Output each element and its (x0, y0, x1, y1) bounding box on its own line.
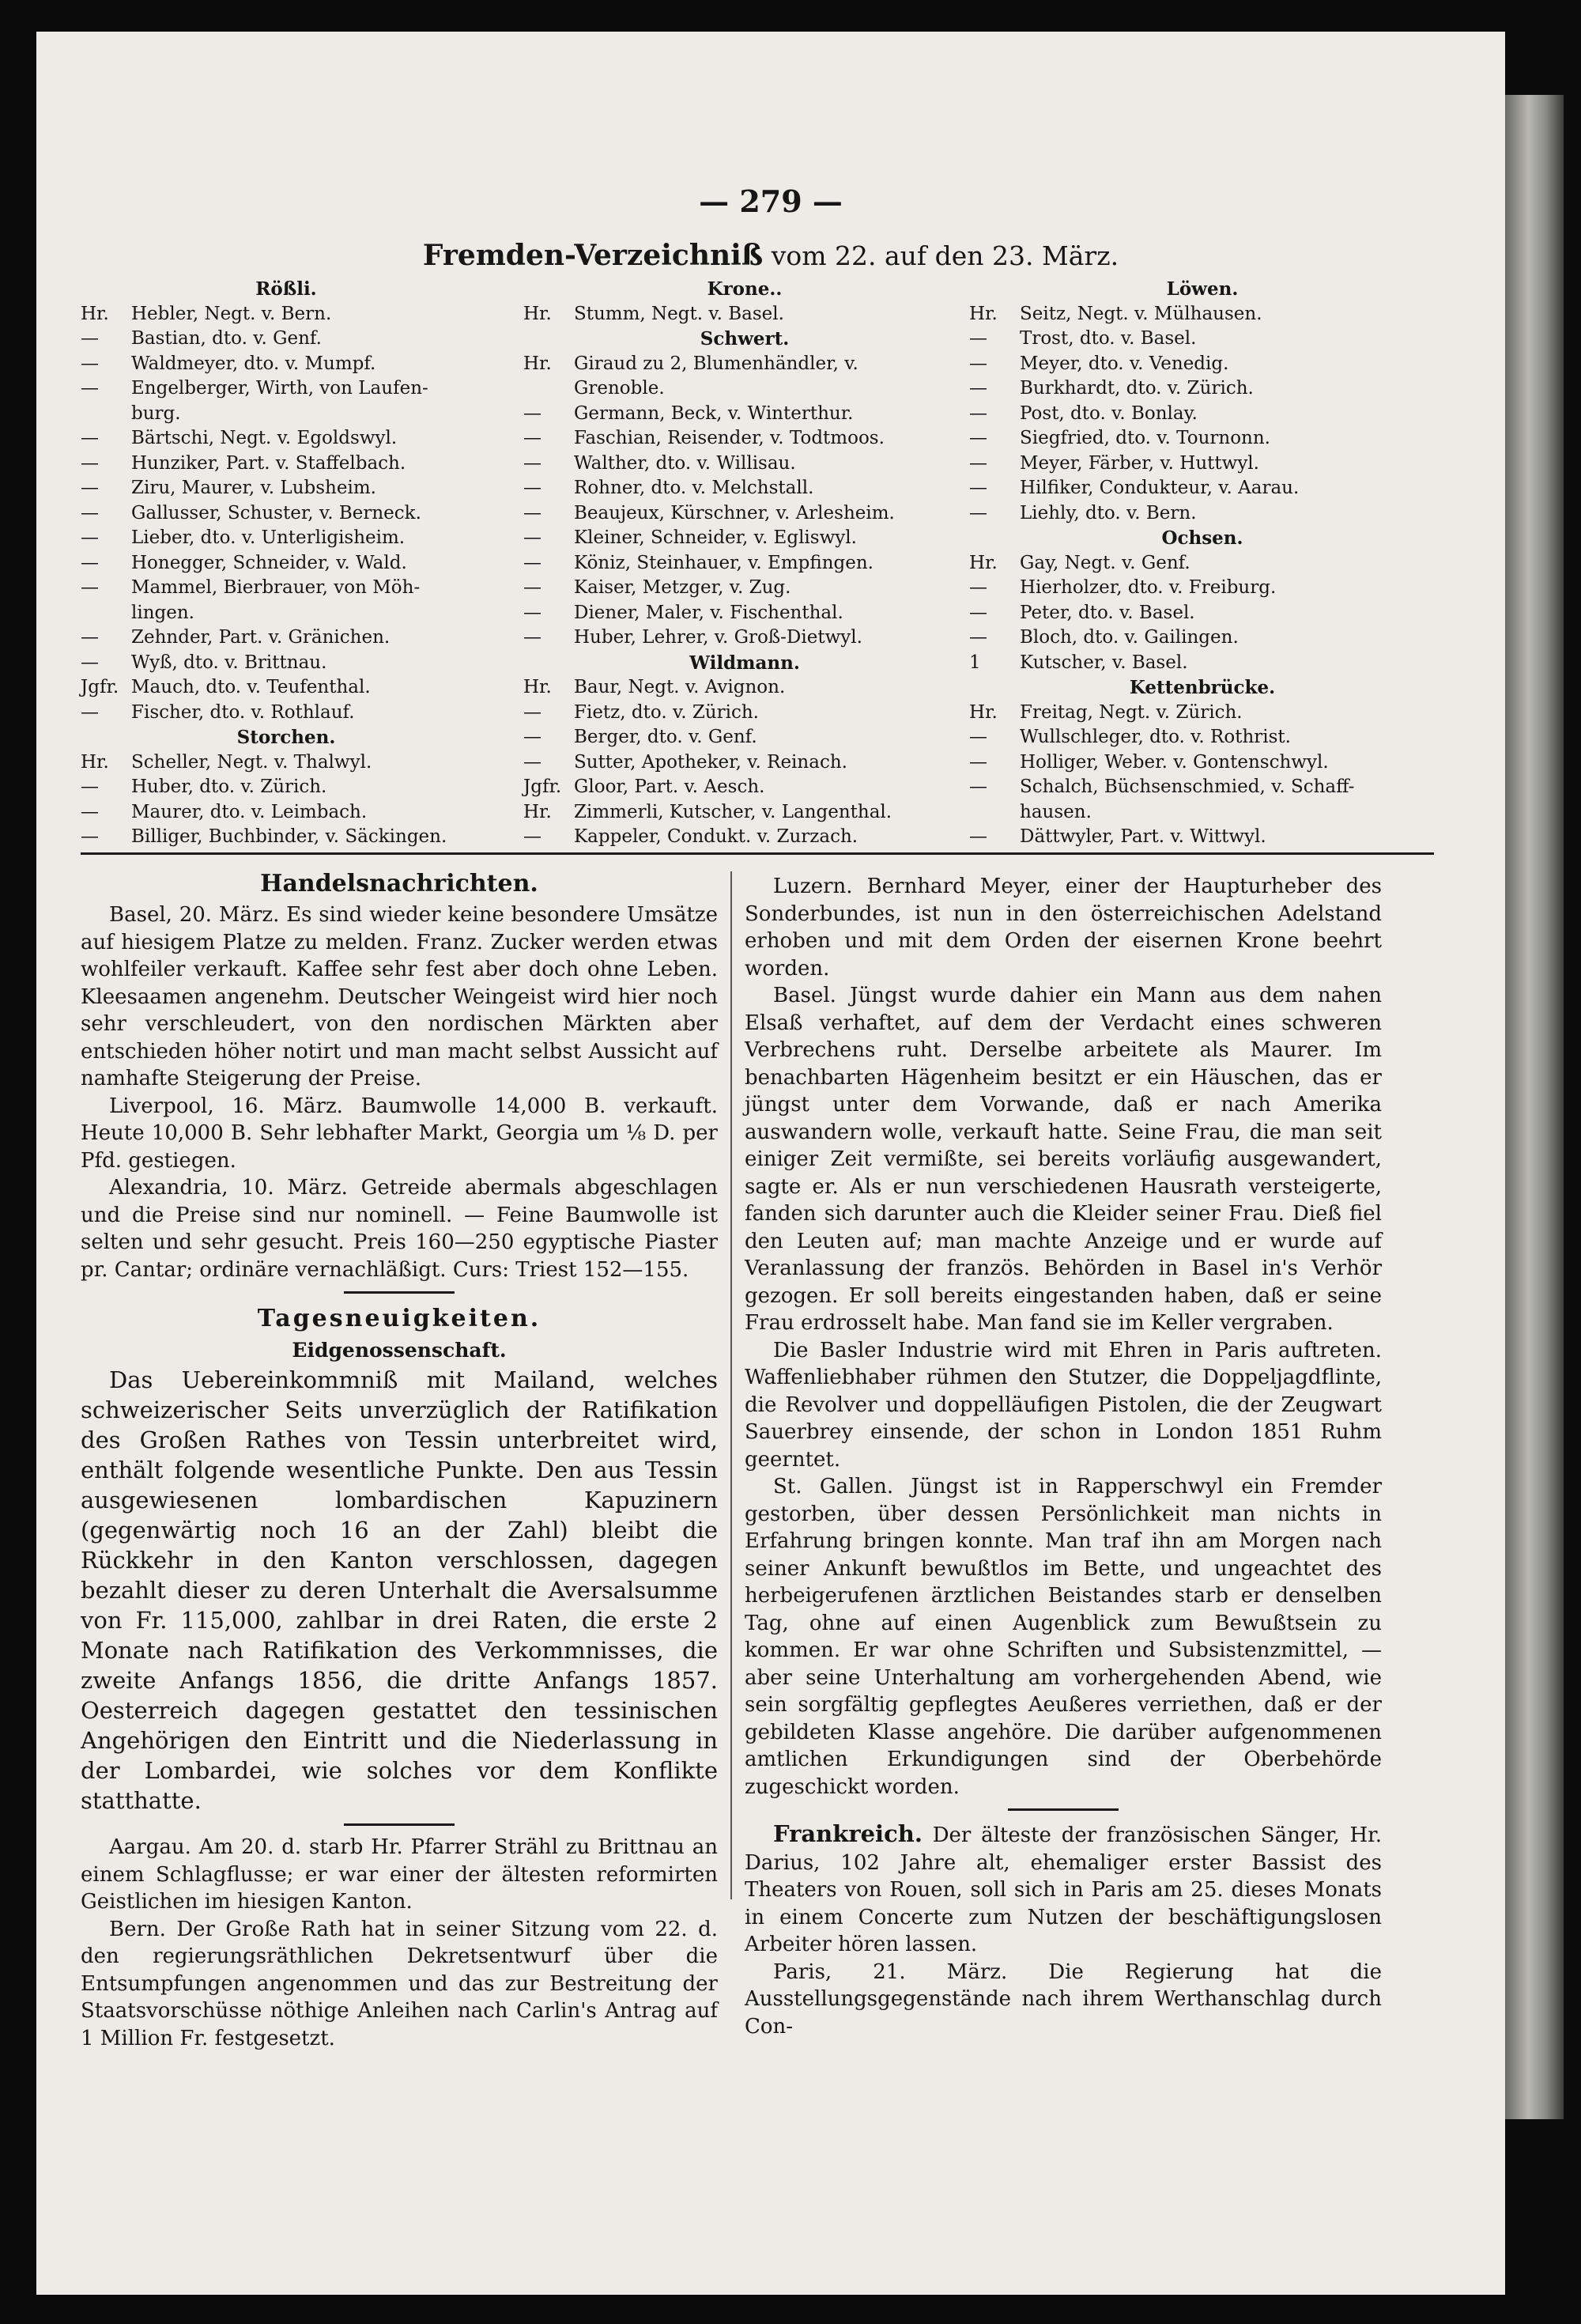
masthead-title: Fremden-Verzeichniß (422, 239, 764, 272)
guest-entry (523, 675, 966, 701)
guest-name: Berger, dto. v. Genf. (574, 727, 757, 747)
guest-title: — (523, 478, 541, 498)
guest-name: Engelberger, Wirth, von Laufen- (131, 378, 428, 399)
guest-name: Honegger, Schneider, v. Wald. (131, 552, 407, 573)
guest-name: Beaujeux, Kürschner, v. Arlesheim. (574, 502, 895, 523)
short-rule (344, 1291, 455, 1294)
guest-title: — (969, 777, 987, 797)
mailand-paragraph: Das Uebereinkommniß mit Mailand, welches schweizerischer Seits unverzüglich der Ratifikation des Großen Rathes von Tessin unterbreitet wird, enthält folgende wesentliche Punkte. Den aus Tessin ausgewiesenen lombardischen Kapuzinern (gegenwärtig noch 16 an der Zahl) bleibt die Rückkehr in den Kanton verschlossen, dagegen bezahlt dieser zu deren Unterhalt die Aversalsumme von Fr. 115,000, zahlbar in drei Raten, die erste 2 Monate nach Ratifikation des Verkommnisses, die zweite Anfangs 1856, die dritte Anfangs 1857. Oesterreich dagegen gestattet den tessinischen Angehörigen den Eintritt und die Niederlassung in der Lombardei, wie solches vor dem Konflikte statthatte. (81, 1366, 718, 1814)
guest-name: Scheller, Negt. v. Thalwyl. (131, 751, 372, 773)
guest-entry (523, 476, 966, 501)
handel-heading: Handelsnachrichten. (260, 870, 538, 897)
guest-name: Bastian, dto. v. Genf. (131, 328, 322, 349)
guest-entry (969, 701, 1436, 726)
guest-title: — (969, 627, 987, 648)
tages-heading: Tagesneuigkeiten. (257, 1305, 541, 1332)
guest-name: Ziru, Maurer, v. Lubsheim. (131, 478, 376, 498)
guest-entry (81, 750, 492, 776)
guest-title: — (969, 328, 987, 349)
guest-title: Hr. (523, 303, 552, 324)
guest-title: — (81, 552, 99, 573)
guest-entry (81, 675, 492, 701)
guest-title: — (523, 428, 541, 448)
guest-title: — (81, 328, 99, 349)
frankreich-heading: Frankreich. (773, 1820, 923, 1847)
guest-title: — (81, 478, 99, 498)
guest-entry (81, 476, 492, 501)
guest-title: Hr. (969, 303, 998, 324)
guest-title: Hr. (523, 353, 552, 374)
guest-title: — (81, 527, 99, 548)
guest-title: — (523, 402, 541, 424)
frankreich-text: Der älteste der französischen Sänger, Hr. Darius, 102 Jahre alt, ehemaliger erster Bassist des Theaters von Rouen, soll sich in Paris am 25. dieses Monats in einem Concerte zum Nutzen der beschäftigungslosen Arbeiter hören lassen. (745, 1823, 1382, 1956)
guest-name: Schalch, Büchsenschmied, v. Schaff- (1020, 777, 1355, 797)
guest-name: Bloch, dto. v. Gailingen. (1020, 627, 1239, 648)
guest-entry (81, 825, 492, 850)
guest-entry (523, 775, 966, 800)
guest-name: Kappeler, Condukt. v. Zurzach. (574, 826, 858, 847)
guest-entry (969, 651, 1436, 676)
guest-name: Fischer, dto. v. Rothlauf. (131, 701, 355, 723)
guest-entry (523, 452, 966, 477)
guest-title: — (969, 727, 987, 747)
guest-entry (969, 352, 1436, 377)
guest-name: Dättwyler, Part. v. Wittwyl. (1020, 826, 1266, 847)
guest-entry (969, 327, 1436, 352)
guest-title: — (523, 751, 541, 773)
guest-title: — (81, 502, 99, 523)
guest-name: Mammel, Bierbrauer, von Möh- (131, 577, 421, 598)
aargau-paragraph: Aargau. Am 20. d. starb Hr. Pfarrer Strähl zu Brittnau an einem Schlagflusse; er war einer der ältesten reformirten Geistlichen im hiesigen Kanton. (81, 1835, 718, 1914)
guest-name: Liehly, dto. v. Bern. (1020, 502, 1197, 523)
guest-title: — (969, 751, 987, 773)
guest-entry (81, 551, 492, 576)
guest-name: Zehnder, Part. v. Gränichen. (131, 627, 391, 648)
guest-name: Mauch, dto. v. Teufenthal. (131, 677, 371, 697)
guest-title: — (81, 801, 99, 822)
guest-entry (81, 376, 492, 402)
guest-name: Rohner, dto. v. Melchstall. (574, 478, 814, 498)
guest-name: Post, dto. v. Bonlay. (1020, 402, 1198, 424)
guest-title: — (969, 502, 987, 523)
handel-paragraph: Alexandria, 10. März. Getreide abermals abgeschlagen und die Preise sind nur nominell. — Feine Baumwolle ist selten und sehr gesucht. Preis 160—250 egyptische Piaster pr. Cantar; ordinäre vernachläßigt. Curs: Triest 152—155. (81, 1176, 718, 1282)
guest-entry (523, 576, 966, 601)
guest-name: Kleiner, Schneider, v. Egliswyl. (574, 527, 857, 548)
guest-name: Hilfiker, Condukteur, v. Aarau. (1020, 478, 1300, 498)
guest-name: Germann, Beck, v. Winterthur. (574, 402, 854, 424)
guest-entry (81, 302, 492, 327)
guest-title: — (81, 826, 99, 847)
guest-name: Hierholzer, dto. v. Freiburg. (1020, 577, 1277, 598)
page-number: — 279 — (699, 183, 843, 219)
guest-entry (969, 376, 1436, 402)
guest-entry (523, 625, 966, 651)
guest-name: Meyer, Färber, v. Huttwyl. (1020, 452, 1259, 474)
left-article-column (81, 867, 718, 2052)
guest-name: Gallusser, Schuster, v. Berneck. (131, 502, 421, 523)
guest-title: — (81, 353, 99, 374)
guest-name: Gloor, Part. v. Aesch. (574, 777, 765, 797)
guest-title: — (523, 826, 541, 847)
luzern-paragraph: Luzern. Bernhard Meyer, einer der Haupturheber des Sonderbundes, ist nun in den österreichischen Adelstand erhoben und mit dem Orden der eisernen Krone beehrt worden. (745, 875, 1382, 981)
guest-title: — (523, 552, 541, 573)
st-gallen-paragraph: St. Gallen. Jüngst ist in Rapperschwyl ein Fremder gestorben, über dessen Persönlichkeit man nichts in Erfahrung bringen konnte. Man traf ihn am Morgen nach seiner Ankunft bewußtlos im Bette, und ungeachtet des herbeigerufenen ärztlichen Beistandes starb er denselben Tag, ohne auf einen Augenblick zum Bewußtsein zu kommen. Er war ohne Schriften und Subsistenzmittel, — aber seine Unterhaltung am vorhergehenden Abend, wie sein sorgfältig gepflegtes Aeußeres verriethen, daß er der gebildeten Klasse angehöre. Die darüber aufgenommenen amtlichen Erkundigungen sind der Oberbehörde zugeschickt worden. (745, 1475, 1382, 1799)
guest-name: Waldmeyer, dto. v. Mumpf. (131, 353, 376, 374)
hotel-heading: Kettenbrücke. (1129, 677, 1276, 698)
guest-name: Holliger, Weber. v. Gontenschwyl. (1020, 751, 1329, 773)
guest-entry (523, 426, 966, 452)
guest-title: Jgfr. (523, 777, 562, 797)
guest-entry (969, 476, 1436, 501)
guest-name: Burkhardt, dto. v. Zürich. (1020, 378, 1254, 399)
paris-paragraph: Paris, 21. März. Die Regierung hat die Ausstellungsgegenstände nach ihrem Werthanschlag durch Con- (745, 1959, 1382, 2039)
guest-entry (969, 426, 1436, 452)
guest-entry (81, 701, 492, 726)
basel-paragraph: Basel. Jüngst wurde dahier ein Mann aus dem nahen Elsaß verhaftet, auf dem der Verdacht eines schweren Verbrechens ruht. Derselbe arbeitete als Maurer. Im benachbarten Hägenheim besitzt er ein Häuschen, das er jüngst unter dem Vorwande, daß er nach Amerika auswandern wolle, verkauft hatte. Seine Frau, die man seit einiger Zeit vermißte, sei bereits vorläufig ausgewandert, sagte er. Als er nun verschiedenen Hausrath versteigerte, fanden sich darunter auch die Kleider seiner Frau. Dieß fiel den Leuten auf; man machte Anzeige und er wurde auf Veranlassung der französ. Behörden in Basel in's Verhör gezogen. Er soll bereits eingestanden haben, daß er seine Frau erdrosselt habe. Man fand sie im Keller vergraben. (745, 984, 1382, 1335)
short-rule (344, 1823, 455, 1826)
guest-title: — (81, 701, 99, 723)
guest-entry (523, 551, 966, 576)
guest-name: Maurer, dto. v. Leimbach. (131, 801, 368, 822)
guest-entry (523, 402, 966, 427)
guest-title: — (81, 627, 99, 648)
guest-title: — (523, 701, 541, 723)
guest-entry (81, 352, 492, 377)
guest-entry (523, 825, 966, 850)
guest-name: Huber, Lehrer, v. Groß-Dietwyl. (574, 627, 862, 648)
guest-list-column-3 (969, 277, 1436, 850)
guest-entry-continuation: hausen. (1020, 801, 1092, 822)
hotel-heading: Krone.. (707, 278, 783, 300)
guest-name: Gay, Negt. v. Genf. (1020, 552, 1190, 573)
industrie-paragraph: Die Basler Industrie wird mit Ehren in Paris auftreten. Waffenliebhaber rühmen den Stutzer, die Doppeljagdflinte, die Revolver und doppelläufigen Pistolen, die der Zeugwart Sauerbrey einsende, der schon in London 1851 Ruhm geerntet. (745, 1338, 1382, 1472)
guest-entry (969, 725, 1436, 750)
guest-title: — (969, 452, 987, 474)
guest-name: Huber, dto. v. Zürich. (131, 777, 327, 797)
guest-name: Wullschleger, dto. v. Rothrist. (1020, 727, 1291, 747)
guest-title: — (523, 627, 541, 648)
masthead-date: vom 22. auf den 23. März. (763, 240, 1119, 271)
hotel-heading: Storchen. (236, 727, 336, 748)
guest-title: — (81, 428, 99, 448)
guest-entry (523, 601, 966, 626)
guest-title: — (969, 428, 987, 448)
guest-title: Hr. (969, 552, 998, 573)
guest-name: Lieber, dto. v. Unterligisheim. (131, 527, 406, 548)
guest-name: Billiger, Buchbinder, v. Säckingen. (131, 826, 447, 847)
guest-name: Sutter, Apotheker, v. Reinach. (574, 751, 847, 773)
guest-name: Diener, Maler, v. Fischenthal. (574, 602, 843, 623)
guest-entry (81, 625, 492, 651)
guest-name: Peter, dto. v. Basel. (1020, 602, 1195, 623)
guest-name: Faschian, Reisender, v. Todtmoos. (574, 428, 885, 448)
guest-entry (523, 701, 966, 726)
guest-title: — (969, 826, 987, 847)
hotel-heading: Schwert. (700, 328, 790, 350)
guest-title: Hr. (523, 801, 552, 822)
guest-name: Hunziker, Part. v. Staffelbach. (131, 452, 406, 474)
guest-entry (969, 775, 1436, 800)
guest-entry (969, 750, 1436, 776)
eidgenossenschaft-heading: Eidgenossenschaft. (292, 1339, 507, 1362)
guest-title: — (969, 353, 987, 374)
guest-title: — (969, 478, 987, 498)
guest-title: Hr. (81, 751, 109, 773)
guest-title: 1 (969, 652, 981, 673)
newspaper-page (36, 32, 1505, 2295)
guest-entry (81, 501, 492, 527)
guest-name: Wyß, dto. v. Brittnau. (131, 652, 327, 673)
book-page-edge (1505, 95, 1564, 2119)
guest-entry (523, 501, 966, 527)
guest-title: — (81, 452, 99, 474)
hotel-heading: Rößli. (255, 278, 317, 300)
guest-name: Siegfried, dto. v. Tournonn. (1020, 428, 1270, 448)
guest-entry (81, 651, 492, 676)
guest-title: — (81, 577, 99, 598)
guest-title: Hr. (81, 303, 109, 324)
guest-name: Kutscher, v. Basel. (1020, 652, 1188, 673)
guest-entry (969, 601, 1436, 626)
guest-entry (969, 302, 1436, 327)
guest-title: — (81, 652, 99, 673)
guest-entry-continuation: Grenoble. (574, 378, 665, 399)
column-divider (730, 871, 732, 1899)
guest-name: Bärtschi, Negt. v. Egoldswyl. (131, 428, 398, 448)
handel-paragraph: Liverpool, 16. März. Baumwolle 14,000 B. verkauft. Heute 10,000 B. Sehr lebhafter Markt, Georgia um ⅛ D. per Pfd. gestiegen. (81, 1094, 718, 1173)
guest-entry (523, 302, 966, 327)
guest-title: — (969, 402, 987, 424)
guest-name: Kaiser, Metzger, v. Zug. (574, 577, 791, 598)
short-rule (1008, 1808, 1119, 1811)
guest-entry (969, 551, 1436, 576)
guest-name: Meyer, dto. v. Venedig. (1020, 353, 1229, 374)
guest-entry (81, 576, 492, 601)
guest-entry (969, 452, 1436, 477)
guest-name: Hebler, Negt. v. Bern. (131, 303, 332, 324)
guest-entry (523, 800, 966, 826)
guest-entry-continuation: burg. (131, 402, 181, 424)
guest-title: — (523, 527, 541, 548)
guest-entry (523, 352, 966, 377)
guest-title: — (523, 502, 541, 523)
guest-title: — (81, 378, 99, 399)
guest-title: — (81, 777, 99, 797)
guest-name: Trost, dto. v. Basel. (1020, 328, 1197, 349)
masthead (36, 239, 1505, 272)
guest-entry (81, 452, 492, 477)
guest-name: Fietz, dto. v. Zürich. (574, 701, 759, 723)
guest-title: Hr. (969, 701, 998, 723)
guest-list-column-1 (81, 277, 492, 850)
guest-title: — (523, 602, 541, 623)
guest-title: — (523, 452, 541, 474)
guest-title: — (969, 378, 987, 399)
guest-entry (81, 327, 492, 352)
guest-title: — (969, 577, 987, 598)
right-article-column (745, 873, 1382, 2040)
guest-entry (523, 725, 966, 750)
bern-paragraph: Bern. Der Große Rath hat in seiner Sitzung vom 22. d. den regierungsräthlichen Dekretsentwurf über die Entsumpfungen angenommen und das zur Bestreitung der Staatsvorschüsse nöthige Anleihen nach Carlin's Antrag auf 1 Million Fr. festgesetzt. (81, 1917, 718, 2050)
frankreich-paragraph (745, 1819, 1382, 1959)
guest-entry (81, 800, 492, 826)
guest-name: Walther, dto. v. Willisau. (574, 452, 796, 474)
hotel-heading: Ochsen. (1161, 527, 1243, 549)
guest-name: Seitz, Negt. v. Mülhausen. (1020, 303, 1262, 324)
guest-entry (969, 825, 1436, 850)
guest-title: — (969, 602, 987, 623)
guest-entry (969, 501, 1436, 527)
guest-name: Köniz, Steinhauer, v. Empfingen. (574, 552, 874, 573)
hotel-heading: Wildmann. (689, 652, 800, 674)
guest-entry (969, 402, 1436, 427)
guest-name: Stumm, Negt. v. Basel. (574, 303, 784, 324)
guest-name: Giraud zu 2, Blumenhändler, v. (574, 353, 858, 374)
guest-entry (969, 625, 1436, 651)
guest-name: Baur, Negt. v. Avignon. (574, 677, 786, 697)
guest-entry (969, 576, 1436, 601)
guest-title: — (523, 727, 541, 747)
guest-title: Hr. (523, 677, 552, 697)
guest-title: Jgfr. (81, 677, 119, 697)
guest-entry (81, 526, 492, 551)
guest-entry (523, 750, 966, 776)
hotel-heading: Löwen. (1166, 278, 1239, 300)
guest-entry (81, 426, 492, 452)
guest-entry (523, 526, 966, 551)
guest-list-column-2 (523, 277, 966, 850)
handel-paragraph: Basel, 20. März. Es sind wieder keine besondere Umsätze auf hiesigem Platze zu melden. Franz. Zucker werden etwas wohlfeiler verkauft. Kaffee sehr fest aber doch ohne Leben. Kleesaamen angenehm. Deutscher Weingeist wird hier noch sehr verschleudert, von den nordischen Märkten aber entschieden höher notirt und man macht selbst Aussicht auf namhafte Steigerung der Preise. (81, 903, 718, 1090)
guest-entry (81, 775, 492, 800)
guest-name: Zimmerli, Kutscher, v. Langenthal. (574, 801, 892, 822)
guest-entry-continuation: lingen. (131, 602, 194, 623)
guest-title: — (523, 577, 541, 598)
guest-name: Freitag, Negt. v. Zürich. (1020, 701, 1243, 723)
section-divider (81, 852, 1434, 855)
